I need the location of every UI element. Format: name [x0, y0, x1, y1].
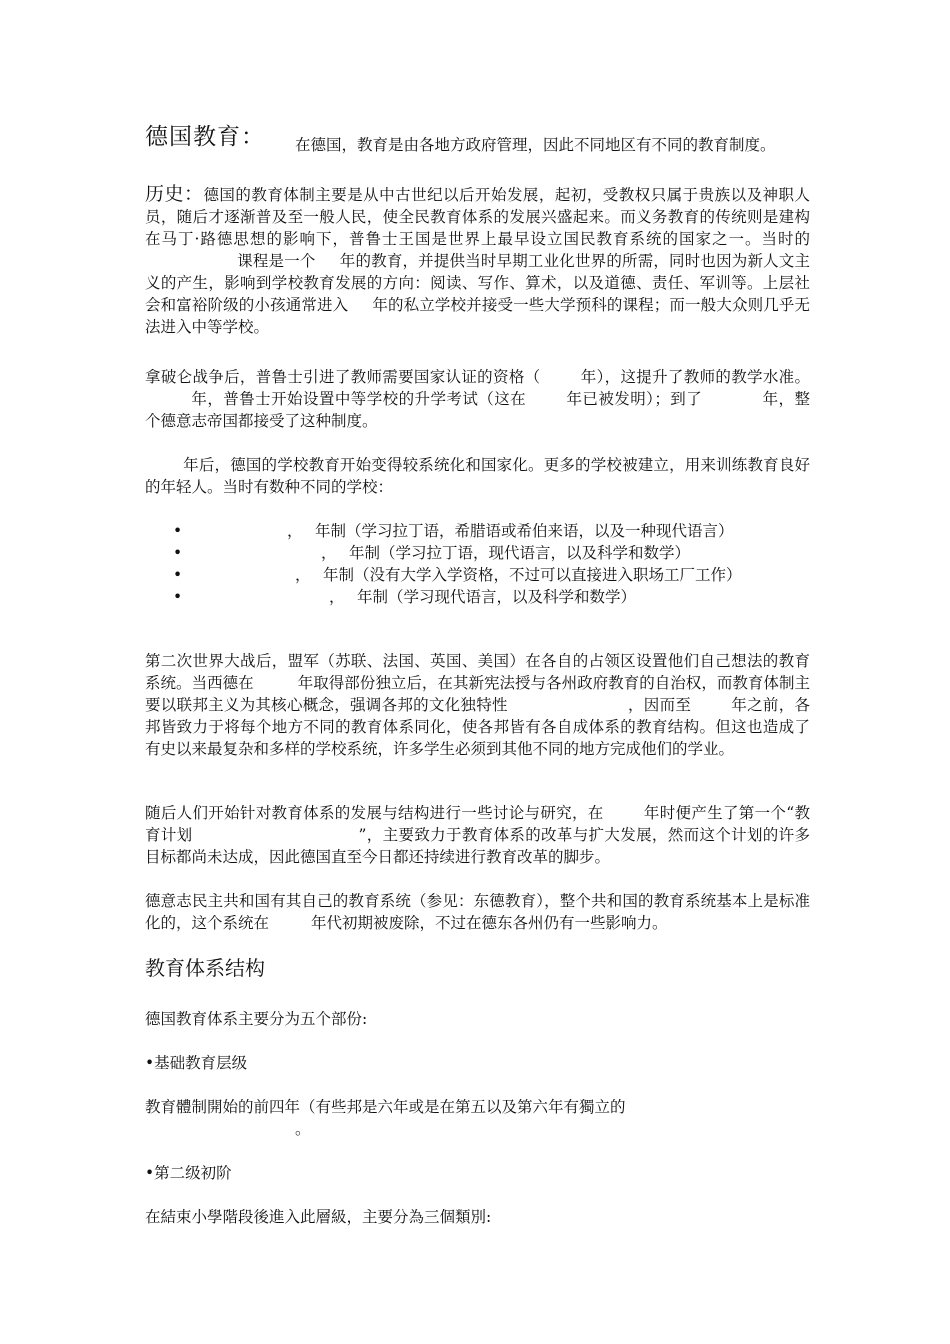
bullet-mark: •	[173, 566, 183, 584]
list-item	[145, 542, 810, 564]
structure-item-basic-end: 。	[295, 1120, 311, 1138]
p4-text-a: 第二次世界大战后，盟军（苏联、法国、英国、美国）在各自的占领区设置他们自己想法的教育系统。当西德在	[145, 652, 810, 692]
p2-text-a: 拿破仑战争后，普鲁士引进了教师需要国家认证的资格（	[145, 368, 541, 386]
p4-text-b: 年取得部份独立后，在其新宪法授与各州政府教育的自治权，而教育体制主要以联邦主义为其核心概念，强调各邦的文化独特性	[145, 674, 810, 714]
paragraph-education-plan	[145, 802, 810, 868]
structure-intro: 德国教育体系主要分为五个部份:	[145, 1010, 368, 1028]
p5-text-b: 年时便产生了第一个“教育计划	[145, 804, 810, 844]
bullet-mark: •	[173, 544, 183, 562]
p4-text-c: ，因而至	[627, 696, 692, 714]
bullet-text: 年制（学习拉丁语，希腊语或希伯来语，以及一种现代语言）	[315, 522, 734, 540]
paragraph-gdr	[145, 890, 810, 934]
p3-text-a: 年后，德国的学校教育开始变得较系统化和国家化。更多的学校被建立，用来训练教育良好的年轻人。当时有数种不同的学校：	[145, 456, 810, 496]
structure-heading: 教育体系结构	[145, 956, 265, 980]
bullet-text: 年制（学习拉丁语，现代语言，以及科学和数学）	[349, 544, 691, 562]
bullet-text: 年制（没有大学入学资格，不过可以直接进入职场工厂工作）	[323, 566, 742, 584]
history-text-d: 年的私立学校并接受一些大学预科的课程；而一般大众则几乎无法进入中等学校。	[145, 296, 810, 336]
p2-text-b: 年），这提升了教师的教学水准。	[580, 368, 810, 386]
list-item	[145, 586, 810, 608]
bullet-sep: ，	[329, 588, 345, 606]
p5-text-a: 随后人们开始针对教育体系的发展与结构进行一些讨论与研究，在	[145, 804, 604, 822]
list-item	[145, 564, 810, 586]
bullet-mark: •	[173, 588, 183, 606]
paragraph-teacher-certification	[145, 366, 810, 432]
history-text-b: 课程是一个	[237, 252, 316, 270]
history-text-c: 年的教育，并提供当时早期工业化世界的所需，同时也因为新人文主义的产生，影响到学校教育发展的方向：阅读、写作、算术，以及道德、责任、军训等。上层社会和富裕阶级的小孩通常进入	[145, 252, 810, 314]
structure-item-basic: •基础教育层级	[145, 1054, 248, 1072]
bullet-sep: ，	[287, 522, 303, 540]
history-label: 历史：	[145, 183, 204, 205]
structure-item-secondary-desc: 在結束小學階段後進入此層級，主要分為三個類別:	[145, 1208, 492, 1226]
history-paragraph	[145, 183, 810, 338]
list-item	[145, 520, 810, 542]
bullet-sep: ，	[321, 544, 337, 562]
paragraph-school-systemization	[145, 454, 810, 498]
p2-text-e: 年，整个德意志帝国都接受了这种制度。	[145, 390, 810, 430]
p2-text-d: 年已被发明）；到了	[566, 390, 703, 408]
intro-text: 在德国，教育是由各地方政府管理，因此不同地区有不同的教育制度。	[295, 136, 776, 154]
p6-text-b: 年代初期被废除，不过在德东各州仍有一些影响力。	[311, 914, 668, 932]
bullet-sep: ，	[295, 566, 311, 584]
page-title: 德国教育：	[145, 124, 265, 150]
p6-text-a: 德意志民主共和国有其自己的教育系统（参见：东德教育），整个共和国的教育系统基本上是标准化的，这个系统在	[145, 892, 810, 932]
paragraph-postwar	[145, 650, 810, 760]
history-text-a: 德国的教育体制主要是从中古世纪以后开始发展，起初，受教权只属于贵族以及神职人员，随后才逐渐普及至一般人民，使全民教育体系的发展兴盛起来。而义务教育的传统则是建构在马丁·路德思想的影响下，普鲁士王国是世界上最早设立国民教育系统的国家之一。当时的	[145, 186, 810, 248]
structure-item-basic-desc: 教育體制開始的前四年（有些邦是六年或是在第五以及第六年有獨立的	[145, 1098, 626, 1116]
bullet-text: 年制（学习现代语言，以及科学和数学）	[357, 588, 637, 606]
bullet-mark: •	[173, 522, 183, 540]
p2-text-c: 年，普鲁士开始设置中等学校的升学考试（这在	[191, 390, 527, 408]
p4-text-d: 年之前，各邦皆致力于将每个地方不同的教育体系同化，使各邦皆有各自成体系的教育结构。但这也造成了有史以来最复杂和多样的学校系统，许多学生必须到其他不同的地方完成他们的学业。	[145, 696, 810, 758]
title-row	[145, 118, 810, 158]
structure-item-secondary: •第二级初阶	[145, 1164, 232, 1182]
p5-text-c: ”，主要致力于教育体系的改革与扩大发展，然而这个计划的许多目标都尚未达成，因此德国直至今日都还持续进行教育改革的脚步。	[145, 826, 810, 866]
school-types-list	[145, 520, 810, 608]
